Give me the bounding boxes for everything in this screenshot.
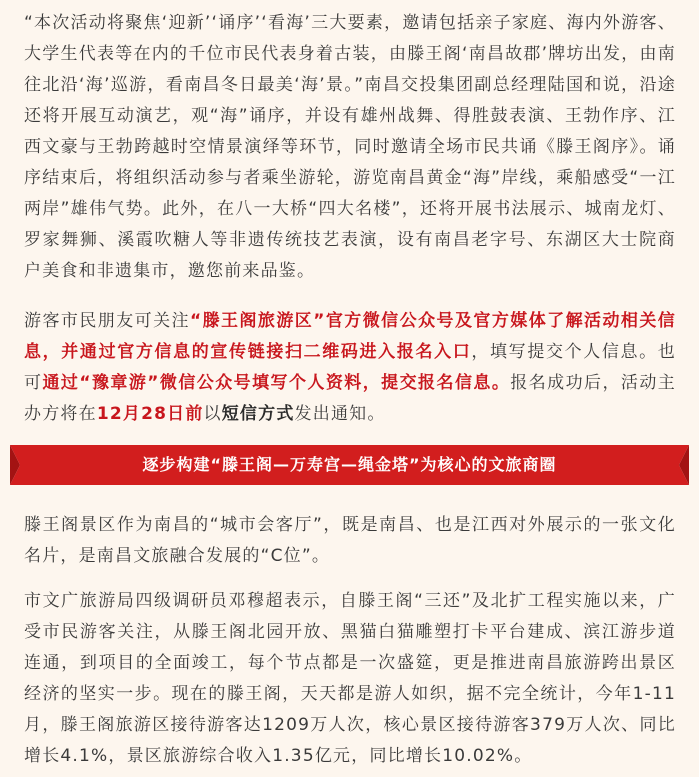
registration-text-5: 发出通知。 [294, 404, 386, 424]
registration-highlight-sms: 短信方式 [221, 404, 295, 424]
section-heading-title: 逐步构建“滕王阁—万寿宫—绳金塔”为核心的文旅商圈 [142, 455, 557, 474]
paragraph-event-intro: “本次活动将聚焦‘迎新’‘诵序’‘看海’三大要素，邀请包括亲子家庭、海内外游客、大学生代表等在内的千位市民代表身着古装，由滕王阁‘南昌故郡’牌坊出发，由南往北沿‘海’巡游，看南昌冬日最美‘海’景。”南昌交投集团副总经理陆国和说，沿途还将开展互动演艺，观“海”诵序，并设有雄州战舞、得胜鼓表演、王勃作序、江西文豪与王勃跨越时空情景演绎等环节，同时邀请全场市民共诵《滕王阁序》。诵序结束后，将组织活动参与者乘坐游轮，游览南昌黄金“海”岸线，乘船感受“一江两岸”雄伟气势。此外，在八一大桥“四大名楼”，还将开展书法展示、城南龙灯、罗家舞狮、溪霞吹糖人等非遗传统技艺表演，设有南昌老字号、东湖区大士院商户美食和非遗集市，邀您前来品鉴。 [24, 13, 676, 281]
registration-highlight-yuzhangyou: 通过“豫章游”微信公众号填写个人资料，提交报名信息。 [42, 373, 511, 393]
registration-text-3: 报名成功后，活动主办方将在 [24, 373, 676, 424]
registration-highlight-wechat: “滕王阁旅游区”官方微信公众号及官方媒体了解活动相关信息，并通过官方信息的宣传链接扫二维码进入报名入口 [24, 311, 676, 362]
paragraph-city-living-room: 滕王阁景区作为南昌的“城市会客厅”，既是南昌、也是江西对外展示的一张文化名片，是南昌文旅融合发展的“C位”。 [24, 515, 676, 566]
registration-highlight-deadline: 12月28日前 [96, 404, 204, 424]
paragraph-registration [24, 306, 676, 430]
registration-text-2: ，填写提交个人信息。也可 [24, 342, 676, 393]
section-heading-banner [10, 445, 689, 485]
registration-text-4: 以 [203, 404, 222, 424]
paragraph-tourism-stats: 市文广旅游局四级调研员邓穆超表示，自滕王阁“三还”及北扩工程实施以来，广受市民游客关注，从滕王阁北园开放、黑猫白猫雕塑打卡平台建成、滨江游步道连通，到项目的全面竣工，每个节点都是一次盛筵，更是推进南昌旅游跨出景区经济的坚实一步。现在的滕王阁，天天都是游人如织，据不完全统计，今年1-11月，滕王阁旅游区接待游客达1209万人次，核心景区接待游客379万人次、同比增长4.1%，景区旅游综合收入1.35亿元，同比增长10.02%。 [24, 591, 676, 766]
registration-text-1: 游客市民朋友可关注 [24, 311, 190, 331]
